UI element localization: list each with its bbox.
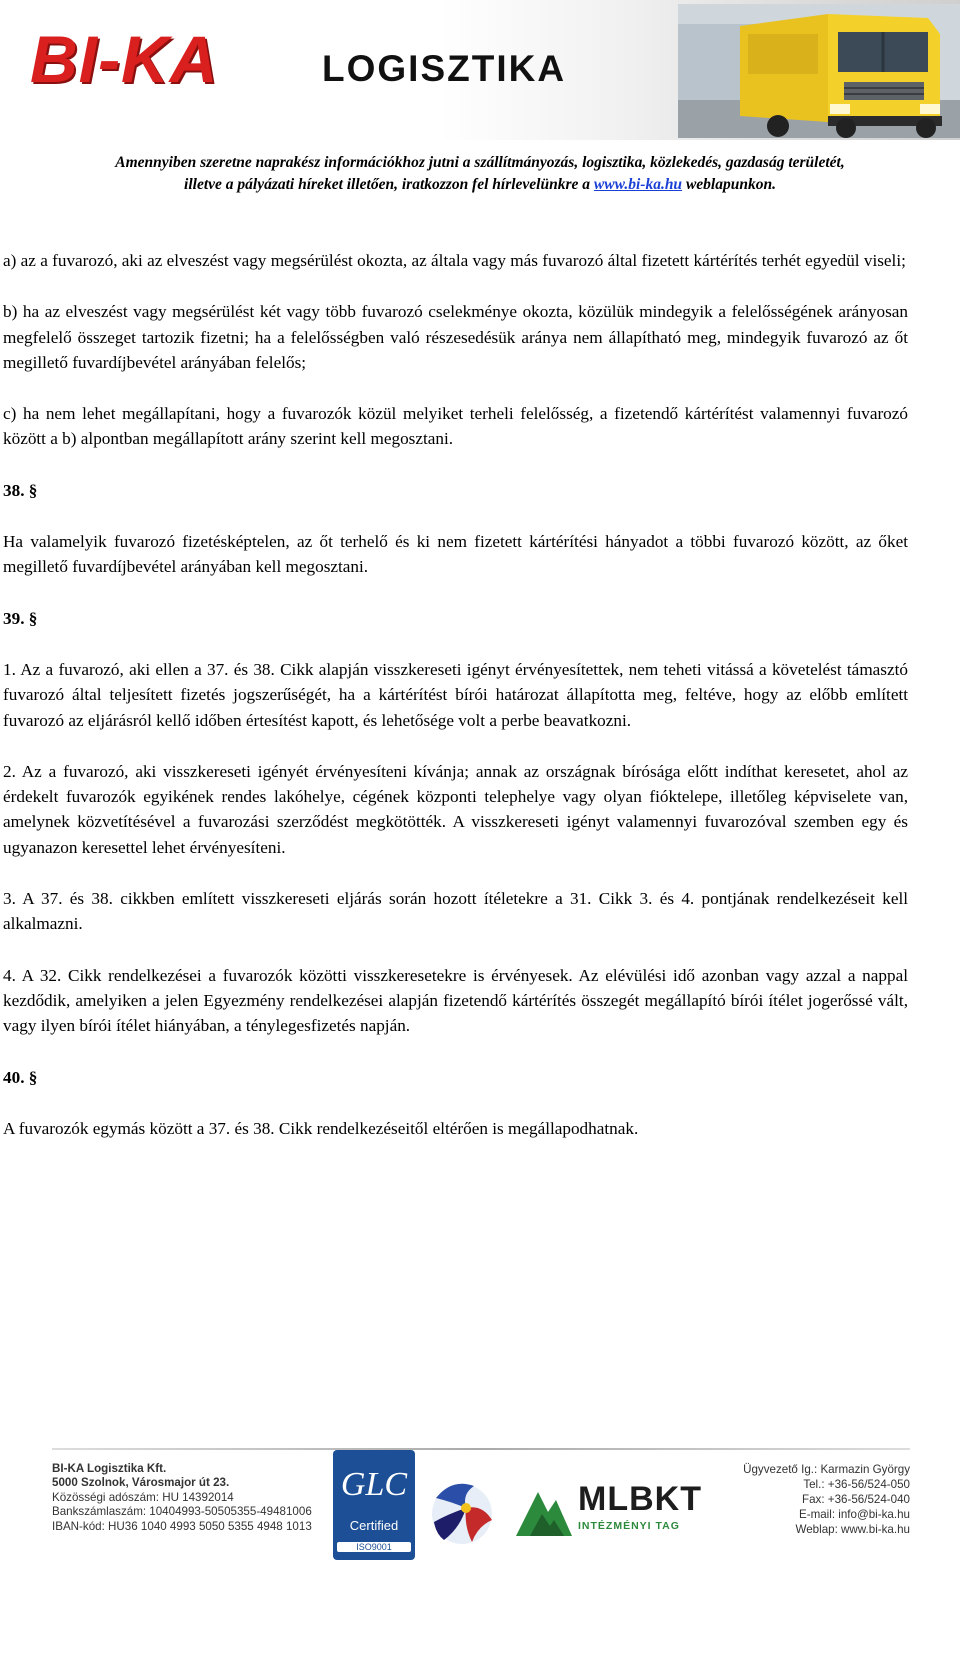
paragraph-39-1: 1. Az a fuvarozó, aki ellen a 37. és 38. Cikk alapján visszkereseti igényt érvényesítettek, nem teheti vitássá a követelést támasztó fuvarozó által teljesített fizetés jogszerűségét, ha a kártérítést bírói határozat állapította meg, feltéve, hogy az előbb említett fuvarozó az eljárásról kellő időben értesítést kapott, és lehetősége volt a perbe beavatkozni. (3, 659, 908, 730)
contact-manager: Ügyvezető Ig.: Karmazin György (743, 1463, 910, 1476)
company-iban: IBAN-kód: HU36 1040 4993 5050 5355 4948 1013 (52, 1519, 312, 1533)
newsletter-notice (0, 152, 960, 196)
glc-title: GLC (340, 1466, 408, 1503)
paragraph-40: A fuvarozók egymás között a 37. és 38. Cikk rendelkezéseitől eltérően is megállapodhatnak. (3, 1118, 639, 1138)
company-info (52, 1462, 352, 1534)
section-heading-38: 38. § (3, 480, 38, 500)
logo-brand: BI-KA (30, 22, 219, 96)
glc-certified-label: Certified (349, 1518, 399, 1533)
section-heading-39: 39. § (3, 608, 38, 628)
section-heading-40: 40. § (3, 1067, 38, 1087)
mlbkt-subtitle: INTÉZMÉNYI TAG (578, 1520, 680, 1532)
company-bank-account: Bankszámlaszám: 10404993-50505355-49481006 (52, 1505, 312, 1519)
paragraph-39-3: 3. A 37. és 38. cikkben említett visszkereseti eljárás során hozott ítéletekre a 31. Cikk 3. és 4. pontjának rendelkezéseit kell alkalmazni. (3, 889, 908, 934)
notice-line-1: Amennyiben szeretne naprakész információkhoz jutni a szállítmányozás, logisztika, közlekedés, gazdaság területét, (115, 154, 845, 171)
emblem-icon (422, 1468, 504, 1558)
contact-fax: Fax: +36-56/524-040 (802, 1493, 910, 1506)
notice-line-2-start: illetve a pályázati híreket illetően, iratkozzon fel hírlevelünkre a (184, 176, 594, 193)
notice-line-2-end: weblapunkon. (682, 176, 776, 193)
company-name: BI-KA Logisztika Kft. (52, 1462, 167, 1475)
paragraph-b: b) ha az elveszést vagy megsérülést két vagy több fuvarozó cselekménye okozta, közülük mindegyik a felelősségének arányosan megfelelő összeget tartozik fizetni; ha a felelősségben való részesedésük aránya nem állapítható meg, mindegyik fuvarozó az őt megillető fuvardíjbevétel arányában felelős; (3, 302, 908, 372)
mlbkt-name: MLBKT (578, 1480, 702, 1518)
page-header (0, 0, 960, 140)
paragraph-38: Ha valamelyik fuvarozó fizetésképtelen, az őt terhelő és ki nem fizetett kártérítési hányadot a többi fuvarozó között, az őket megillető fuvardíjbevétel arányában kell megosztani. (3, 532, 908, 577)
footer-divider (52, 1448, 910, 1450)
logo-wordmark: LOGISZTIKA (322, 48, 567, 89)
contact-email: E-mail: info@bi-ka.hu (798, 1508, 910, 1521)
contact-info (674, 1462, 910, 1537)
company-address: 5000 Szolnok, Városmajor út 23. (52, 1476, 230, 1490)
mlbkt-mark-icon (514, 1482, 574, 1538)
paragraph-39-2: 2. Az a fuvarozó, aki visszkereseti igényét érvényesíteni kívánja; annak az országnak bírósága előtt indíthat keresetet, ahol az érdekelt fuvarozók egyikének rendes lakóhelye, cégének központi telephelye vagy olyan fióktelepe, illetőleg képviselete van, amelynek közvetítésével a fuvarozási szerződést megkötötték. A visszkereseti igényt valamennyi fuvarozóval szemben egy és ugyanazon keresettel lehet érvényesíteni. (3, 761, 908, 857)
contact-tel: Tel.: +36-56/524-050 (803, 1478, 910, 1491)
company-tax-id: Közösségi adószám: HU 14392014 (52, 1490, 234, 1504)
website-link[interactable]: www.bi-ka.hu (593, 176, 683, 193)
glc-certified-badge (333, 1450, 415, 1560)
glc-iso-label: ISO9001 (337, 1542, 411, 1552)
paragraph-39-4: 4. A 32. Cikk rendelkezései a fuvarozók közötti visszkeresetekre is érvényesek. Az elévülési idő azonban vagy azzal a nappal kezdődik, amelyiken a jelen Egyezmény rendelkezései alapján fizetendő kártérítés összegét megállapító bírói ítélet jogerőssé vált, vagy ilyen bírói ítélet hiányában, a ténylegesfizetés napján. (3, 965, 908, 1036)
truck-image (678, 4, 960, 138)
paragraph-c: c) ha nem lehet megállapítani, hogy a fuvarozók közül melyiket terheli felelősség, a fizetendő kártérítést valamennyi fuvarozó között a b) alpontban megállapított arány szerint kell megosztani. (3, 404, 908, 449)
document-body (3, 248, 908, 1167)
notice-line-2 (0, 174, 960, 196)
contact-web: Weblap: www.bi-ka.hu (795, 1523, 910, 1536)
page-footer (40, 1440, 920, 1650)
paragraph-a: a) az a fuvarozó, aki az elveszést vagy megsérülést okozta, az általa vagy más fuvarozó által fizetett kártérítés terhét egyedül viseli; (3, 251, 906, 270)
